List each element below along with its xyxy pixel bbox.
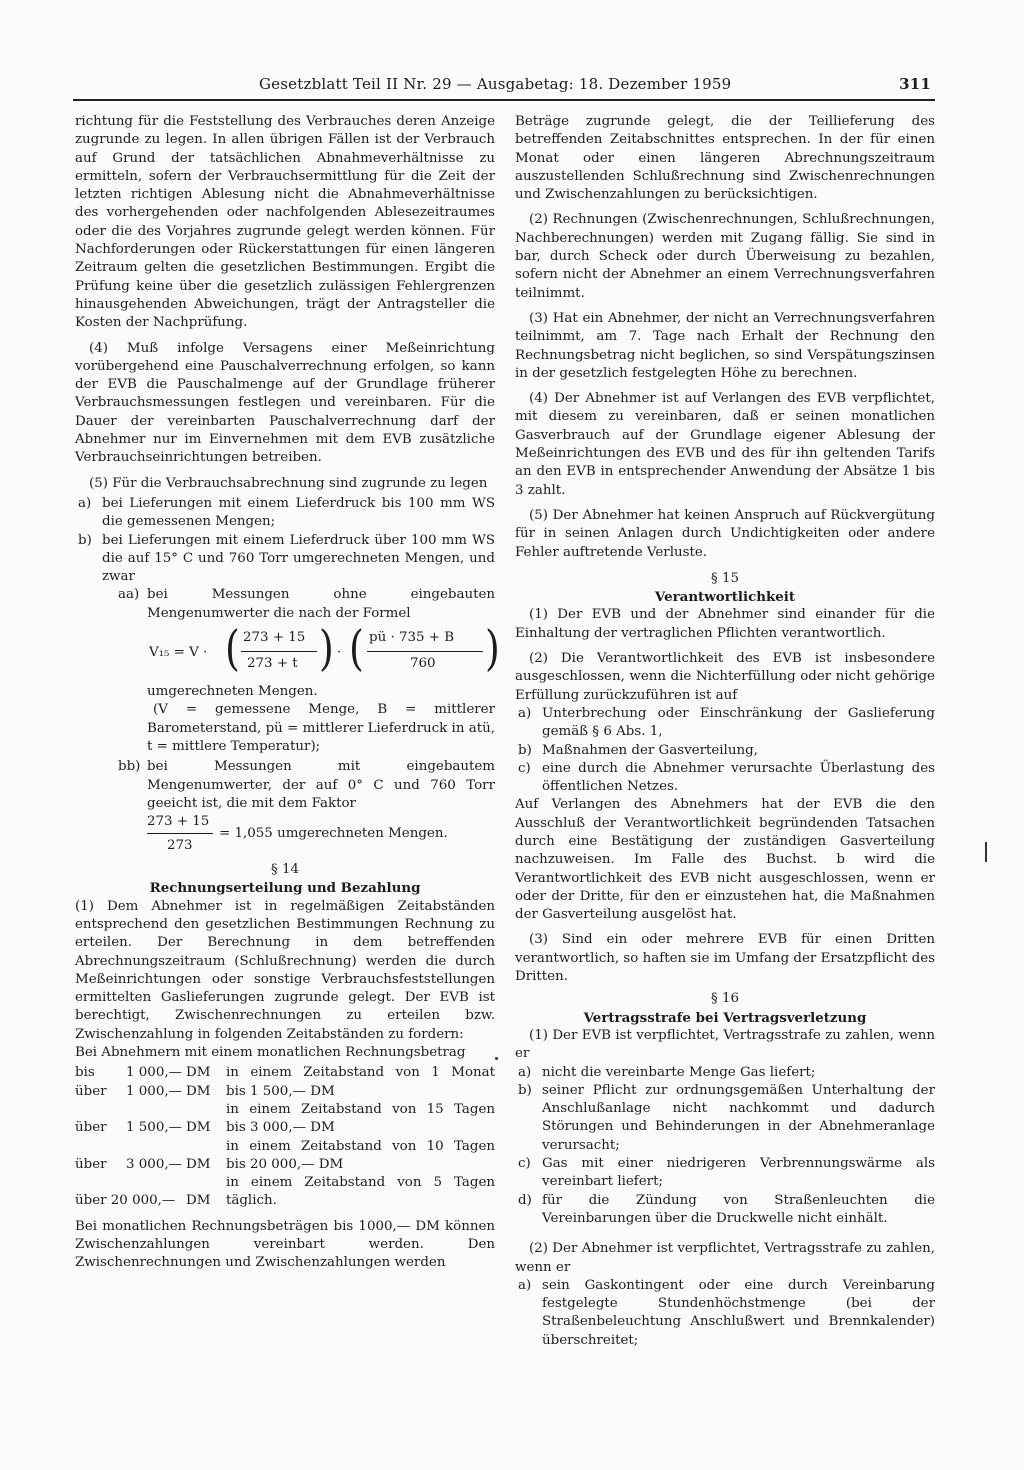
- fraction-bar: [367, 651, 483, 652]
- fraction-bar: [147, 833, 213, 834]
- list-item-aa: [75, 586, 495, 623]
- list-marker: c): [518, 1156, 531, 1172]
- list-item-a: [515, 1277, 935, 1350]
- list-text: sein Gaskontingent oder eine durch Vereinbarung festgelegte Stundenhöchstmenge (bei der Straßenbeleuchtung Anschlußwert und Brennkalender) überschreitet;: [542, 1277, 935, 1348]
- paragraph-14-2: (2) Rechnungen (Zwischenrechnungen, Schlußrechnungen, Nachberechnungen) werden mit Zugang fällig. Sie sind in bar, durch Scheck oder durch Überweisung zu bezahlen, sofern nicht der Abnehmer an einem Verrechnungsverfahren teilnimmt.: [515, 212, 935, 301]
- header-rule: [73, 99, 935, 101]
- section-14-title: Rechnungserteilung und Bezahlung: [149, 880, 421, 897]
- table-row: [75, 1138, 495, 1156]
- aa-after-text: umgerechneten Mengen.: [147, 684, 318, 700]
- paragraph-15-2: (2) Die Verantwortlichkeit des EVB ist insbesondere ausgeschlossen, wenn die Nichterfüllung oder nicht gehörige Erfüllung zurückzuführen ist auf: [515, 651, 935, 703]
- section-16-title: Vertragsstrafe bei Vertragsverletzung: [583, 1009, 867, 1026]
- formula-paren: (: [349, 620, 364, 676]
- paragraph-5: (5) Für die Verbrauchsabrechnung sind zugrunde zu legen: [89, 475, 488, 491]
- left-column: [75, 113, 500, 1273]
- list-marker: a): [518, 705, 532, 721]
- paragraph-15-1: (1) Der EVB und der Abnehmer sind einander für die Einhaltung der vertraglichen Pflichten verantwortlich.: [515, 607, 935, 641]
- factor-result: = 1,055 umgerechneten Mengen.: [219, 826, 448, 842]
- table-intro: Bei Abnehmern mit einem monatlichen Rechnungsbetrag: [75, 1045, 466, 1061]
- table-cell: bis 20 000,— DM: [226, 1156, 344, 1172]
- table-cell: 1 500,—: [126, 1120, 182, 1136]
- list-text: seiner Pflicht zur ordnungsgemäßen Unterhaltung der Anschlußanlage nicht nachkommt und dadurch Störungen und Behinderungen in der Abnehmeranlage verursacht;: [542, 1082, 935, 1153]
- list-item-d: [515, 1192, 935, 1229]
- list-marker: a): [78, 495, 92, 511]
- list-item-bb: [75, 758, 495, 813]
- table-cell: bis 1 500,— DM: [226, 1083, 335, 1099]
- fraction-bar: [241, 651, 317, 652]
- table-cell: DM: [186, 1193, 211, 1209]
- section-15-title: Verantwortlichkeit: [654, 589, 796, 606]
- list-text: Unterbrechung oder Einschränkung der Gaslieferung gemäß § 6 Abs. 1,: [542, 705, 935, 740]
- list-text: eine durch die Abnehmer verursachte Überlastung des öffentlichen Netzes.: [542, 760, 935, 795]
- list-item-a: [515, 705, 935, 742]
- list-item-b: [515, 742, 935, 760]
- list-text: bei Lieferungen mit einem Lieferdruck über 100 mm WS die auf 15° C und 760 Torr umgerechneten Mengen, und zwar: [102, 532, 495, 585]
- list-text: Maßnahmen der Gasverteilung,: [542, 742, 758, 758]
- table-cell: DM: [186, 1065, 211, 1081]
- list-marker: c): [518, 760, 531, 776]
- table-row: [75, 1101, 495, 1119]
- table-cell: über: [75, 1120, 107, 1136]
- formula-numerator: 273 + 15: [243, 630, 306, 646]
- table-row: [75, 1174, 495, 1192]
- formula-lhs: V₁₅ = V ·: [149, 645, 208, 661]
- formula-dot: ·: [337, 645, 342, 661]
- formula-numerator: pü · 735 + B: [369, 630, 455, 646]
- paragraph-14-3: (3) Hat ein Abnehmer, der nicht an Verrechnungsverfahren teilnimmt, am 7. Tage nach Erhalt der Rechnung den Rechnungsbetrag nicht beglichen, so sind Verspätungszinsen in der gesetzlich festgelegten Höhe zu berechnen.: [515, 310, 935, 381]
- formula-factor: [147, 813, 495, 857]
- list-marker: a): [518, 1064, 532, 1080]
- factor-numerator: 273 + 15: [147, 814, 210, 830]
- table-cell: über 20 000,—: [75, 1193, 176, 1209]
- list-item-c: [515, 760, 935, 797]
- table-cell: über: [75, 1083, 107, 1099]
- factor-denominator: 273: [167, 838, 193, 854]
- formula-denominator: 273 + t: [247, 656, 298, 672]
- paragraph-14-5: (5) Der Abnehmer hat keinen Anspruch auf Rückvergütung für in seinen Anlagen durch Undichtigkeiten oder andere Fehler auftretende Verluste.: [515, 507, 935, 560]
- list-marker: b): [518, 742, 532, 758]
- table-cell: 1 000,—: [126, 1065, 182, 1081]
- list-marker: aa): [118, 587, 140, 603]
- table-cell: DM: [186, 1156, 211, 1172]
- list-text: nicht die vereinbarte Menge Gas liefert;: [542, 1064, 816, 1080]
- list-item-b: [75, 532, 495, 587]
- paragraph-16-2: (2) Der Abnehmer ist verpflichtet, Vertragsstrafe zu zahlen, wenn er: [515, 1241, 935, 1275]
- table-row: [75, 1083, 495, 1101]
- paragraph-continuation: Beträge zugrunde gelegt, die der Teillieferung des betreffenden Zeitabschnittes entsprechen. In der für einen Monat oder einen längeren Abrechnungszeitraum auszustellenden Schlußrechnung sind Zwischenrechnungen und Zwischenzahlungen zu berücksichtigen.: [515, 114, 935, 203]
- list-marker: b): [518, 1082, 532, 1098]
- paragraph-15-3: (3) Sind ein oder mehrere EVB für einen Dritten verantwortlich, so haften sie im Umfang der Ersatzpflicht des Dritten.: [515, 932, 935, 985]
- formula-paren: (: [225, 620, 240, 676]
- paragraph-15-after-list: Auf Verlangen des Abnehmers hat der EVB die den Ausschluß der Verantwortlichkeit begründenden Tatsachen durch eine Bestätigung der zuständigen Gasverteilung nachzuweisen. Im Falle des Buchst. b wird die Verantwortlichkeit des EVB nicht ausgeschlossen, wenn er oder der Dritte, für den er einzustehen hat, die Maßnahmen der Gasverteilung ausgelöst hat.: [515, 797, 935, 923]
- table-cell: täglich.: [226, 1193, 277, 1209]
- table-cell: in einem Zeitabstand von 5 Tagen: [226, 1175, 495, 1191]
- list-text: Gas mit einer niedrigeren Verbrennungswärme als vereinbart liefert;: [542, 1156, 935, 1190]
- aa-legend: (V = gemessene Menge, B = mittlerer Barometerstand, pü = mittlerer Lieferdruck in atü, t = mittlere Temperatur);: [147, 702, 495, 754]
- list-text: bei Messungen mit eingebautem Mengenumwerter, der auf 0° C und 760 Torr geeicht ist, die mit dem Faktor: [147, 759, 495, 811]
- table-cell: DM: [186, 1120, 211, 1136]
- section-16-number: § 16: [711, 991, 739, 1007]
- list-marker: b): [78, 532, 92, 548]
- table-cell: in einem Zeitabstand von 10 Tagen: [226, 1138, 495, 1154]
- table-cell: in einem Zeitabstand von 15 Tagen: [226, 1101, 495, 1117]
- section-15-number: § 15: [711, 570, 739, 586]
- formula-paren: ): [319, 620, 334, 676]
- formula-paren: ): [485, 620, 500, 676]
- paragraph-16-1: (1) Der EVB ist verpflichtet, Vertragsstrafe zu zahlen, wenn er: [515, 1027, 935, 1062]
- list-item-a: [75, 495, 495, 532]
- scan-mark: [985, 842, 987, 862]
- table-row: [75, 1119, 495, 1137]
- scan-dot: [495, 1057, 498, 1060]
- list-marker: d): [518, 1192, 532, 1208]
- payment-interval-table: [75, 1064, 495, 1210]
- list-item-b: [515, 1082, 935, 1155]
- section-14-number: § 14: [271, 862, 299, 878]
- table-cell: über: [75, 1156, 107, 1172]
- header-title: Gesetzblatt Teil II Nr. 29 — Ausgabetag: 18. Dezember 1959: [259, 75, 732, 93]
- table-cell: bis: [75, 1065, 95, 1081]
- table-cell: 1 000,—: [126, 1083, 182, 1099]
- right-column: [515, 113, 935, 1350]
- table-row: [75, 1192, 495, 1210]
- list-text: bei Messungen ohne eingebauten Mengenumwerter die nach der Formel: [147, 587, 495, 621]
- table-row: [75, 1064, 495, 1082]
- page-header: [73, 75, 933, 97]
- table-cell: DM: [186, 1083, 211, 1099]
- list-item-a: [515, 1064, 935, 1082]
- formula-denominator: 760: [410, 656, 436, 672]
- list-item-c: [515, 1155, 935, 1192]
- paragraph-14-1: (1) Dem Abnehmer ist in regelmäßigen Zeitabständen entsprechend den gesetzlichen Bestimmungen Rechnung zu erteilen. Der Berechnung in dem betreffenden Abrechnungszeitraum (Schlußrechnung) werden die durch Meßeinrichtungen oder sonstige Verbrauchsfeststellungen ermittelten Gaslieferungen zugrunde gelegt. Der EVB ist berechtigt, Zwischenrechnungen zu erteilen bzw. Zwischenzahlung in folgenden Zeitabständen zu fordern:: [75, 898, 495, 1042]
- paragraph-4: (4) Muß infolge Versagens einer Meßeinrichtung vorübergehend eine Pauschalverrechnung erfolgen, so kann der EVB die Pauschalmenge auf der Grundlage früherer Verbrauchsmessungen festlegen und vereinbaren. Für die Dauer der vereinbarten Pauschalverrechnung darf der Abnehmer nur im Einvernehmen mit dem EVB zusätzliche Verbrauchseinrichtungen betreiben.: [75, 340, 495, 466]
- paragraph-14-4: (4) Der Abnehmer ist auf Verlangen des EVB verpflichtet, mit diesem zu vereinbaren, daß er seinen monatlichen Gasverbrauch auf der Grundlage eigener Ablesung der Meßeinrichtungen des EVB und des für ihn geltenden Tarifs an den EVB in entsprechender Anwendung der Absätze 1 bis 3 zahlt.: [515, 391, 935, 498]
- table-cell: 3 000,—: [126, 1156, 182, 1172]
- table-row: [75, 1156, 495, 1174]
- list-text: bei Lieferungen mit einem Lieferdruck bis 100 mm WS die gemessenen Mengen;: [102, 495, 495, 530]
- paragraph-continuation: richtung für die Feststellung des Verbrauches deren Anzeige zugrunde zu legen. In allen übrigen Fällen ist der Verbrauch auf Grund der tatsächlichen Abnahmeverhältnisse zu ermitteln, sofern der Verbrauchsermittlung für die Zeit der letzten richtigen Ablesung nicht die Abnahmeverhältnisse des vorhergehenden oder nachfolgenden Ablesezeitraumes oder die des Vorjahres zugrunde gelegt werden können. Für Nachforderungen oder Rückerstattungen für einen längeren Zeitraum gelten die gesetzlichen Bestimmungen. Ergibt die Prüfung keine über die gesetzlich zulässigen Fehlergrenzen hinausgehenden Abweichungen, trägt der Antragsteller die Kosten der Nachprüfung.: [75, 114, 495, 331]
- paragraph-14-tail: Bei monatlichen Rechnungsbeträgen bis 1000,— DM können Zwischenzahlungen vereinbart werden. Den Zwischenrechnungen und Zwischenzahlungen werden: [75, 1218, 495, 1271]
- table-cell: in einem Zeitabstand von 1 Monat: [226, 1065, 495, 1081]
- formula-v15: [147, 620, 500, 681]
- list-marker: bb): [118, 759, 141, 775]
- page-number: 311: [899, 75, 931, 93]
- list-marker: a): [518, 1277, 532, 1293]
- list-text: für die Zündung von Straßenleuchten die Vereinbarungen über die Druckwelle nicht einhält.: [542, 1192, 935, 1226]
- table-cell: bis 3 000,— DM: [226, 1120, 335, 1136]
